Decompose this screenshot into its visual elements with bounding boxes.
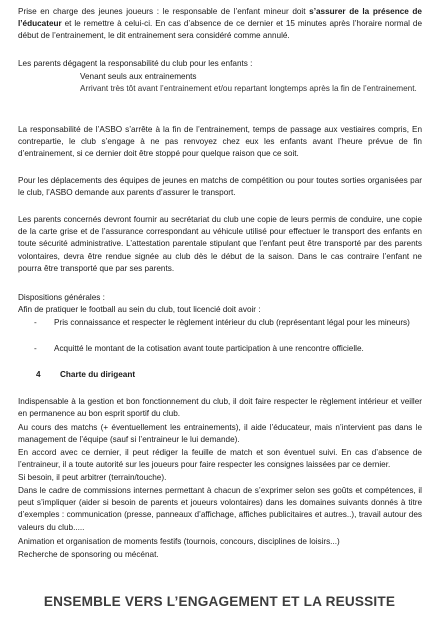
charter-paragraph-4: Si besoin, il peut arbitrer (terrain/touche). bbox=[18, 473, 167, 482]
intro-paragraph bbox=[18, 6, 422, 43]
parents-release-item-1: Venant seuls aux entrainements bbox=[80, 72, 197, 81]
general-heading: Dispositions générales : bbox=[18, 293, 105, 302]
intro-bold-b: l’éducateur bbox=[18, 19, 62, 29]
bullet-marker-2: - bbox=[34, 344, 37, 353]
section-number: 4 bbox=[36, 370, 41, 379]
bullet-marker-1: - bbox=[34, 318, 37, 327]
charter-paragraph-1: Indispensable à la gestion et bon fonctionnement du club, il doit faire respecter le règlement intérieur et veiller en permanence au bon esprit sportif du club. bbox=[18, 397, 422, 419]
asbo-responsibility-paragraph: La responsabilité de l’ASBO s’arrête à la fin de l’entrainement, temps de passage aux vestiaires compris, En contrepartie, le club s’engage à ne pas renvoyez chez eux les enfants avant l’heure prévue de fin d’entrainement, si ce dernier doit être stoppé pour quelque raison que ce soit. bbox=[18, 125, 422, 159]
section-title: Charte du dirigeant bbox=[60, 370, 136, 379]
charter-paragraph-6: Animation et organisation de moments festifs (tournois, concours, disciplines de loisirs...) bbox=[18, 537, 340, 546]
intro-text-a: Prise en charge des jeunes joueurs : le responsable de l’enfant mineur doit bbox=[18, 7, 310, 16]
intro-bold-a: s’assurer de la présence de bbox=[309, 7, 422, 16]
parents-release-heading: Les parents dégagent la responsabilité du club pour les enfants : bbox=[18, 59, 253, 68]
charter-paragraph-5: Dans le cadre de commissions internes permettant à chacun de s’exprimer selon ses goûts et compétences, il peut s’impliquer (aider si besoin de parents et joueurs volontaires) dans les domaines suivants donnés à titre d’exemples : communication (presse, panneaux d’affichage, affiches publicitaires et autres..), travail autour des valeurs du club..... bbox=[18, 486, 422, 532]
parents-release-item-2-text: Arrivant très tôt avant l’entrainement et/ou repartant longtemps après la fin de l’entrainement. bbox=[80, 84, 417, 93]
charter-paragraph-2: Au cours des matchs (+ éventuellement les entrainements), il aide l’éducateur, mais n’intervient pas dans le management de l’équipe (sauf si l’entraineur le lui demande). bbox=[18, 423, 422, 445]
general-intro: Afin de pratiquer le football au sein du club, tout licencié doit avoir : bbox=[18, 305, 261, 314]
intro-text-b: et le remettre à celui-ci. En cas d’absence de ce dernier et 15 minutes après l’horaire normal de début de l’entrainement, le dit entrainement sera considéré comme annulé. bbox=[18, 19, 422, 41]
transport-documents-paragraph: Les parents concernés devront fournir au secrétariat du club une copie de leurs permis de conduire, une copie de la carte grise et de l’assurance correspondant au véhicule utilisé pour effectuer le transport des enfants en toute sécurité administrative. L’attestation parentale stipulant que l’enfant peut être transporté par des parents volontaires, devra être rendue signée au club dès le début de la saison. Dans le cas contraire l’enfant ne pourra être transporté que par ses parents. bbox=[18, 215, 422, 273]
general-bullet-1: Pris connaissance et respecter le règlement intérieur du club (représentant légal pour les mineurs) bbox=[54, 318, 410, 327]
charter-paragraph-7: Recherche de sponsoring ou mécénat. bbox=[18, 550, 159, 559]
footer-slogan: ENSEMBLE VERS L’ENGAGEMENT ET LA REUSSITE bbox=[43, 594, 396, 609]
transport-request-paragraph: Pour les déplacements des équipes de jeunes en matchs de compétition ou pour toutes sorties organisées par le club, l’ASBO demande aux parents d’assurer le transport. bbox=[18, 176, 422, 198]
parents-release-item-2 bbox=[80, 83, 420, 95]
charter-paragraph-3: En accord avec ce dernier, il peut rédiger la feuille de match et son éventuel suivi. En cas d’absence de l’entraineur, il a toute autorité sur les joueurs pour faire respecter les consignes laissées par ce dernier. bbox=[18, 448, 422, 470]
general-bullet-2: Acquitté le montant de la cotisation avant toute participation à une rencontre officielle. bbox=[54, 344, 364, 353]
